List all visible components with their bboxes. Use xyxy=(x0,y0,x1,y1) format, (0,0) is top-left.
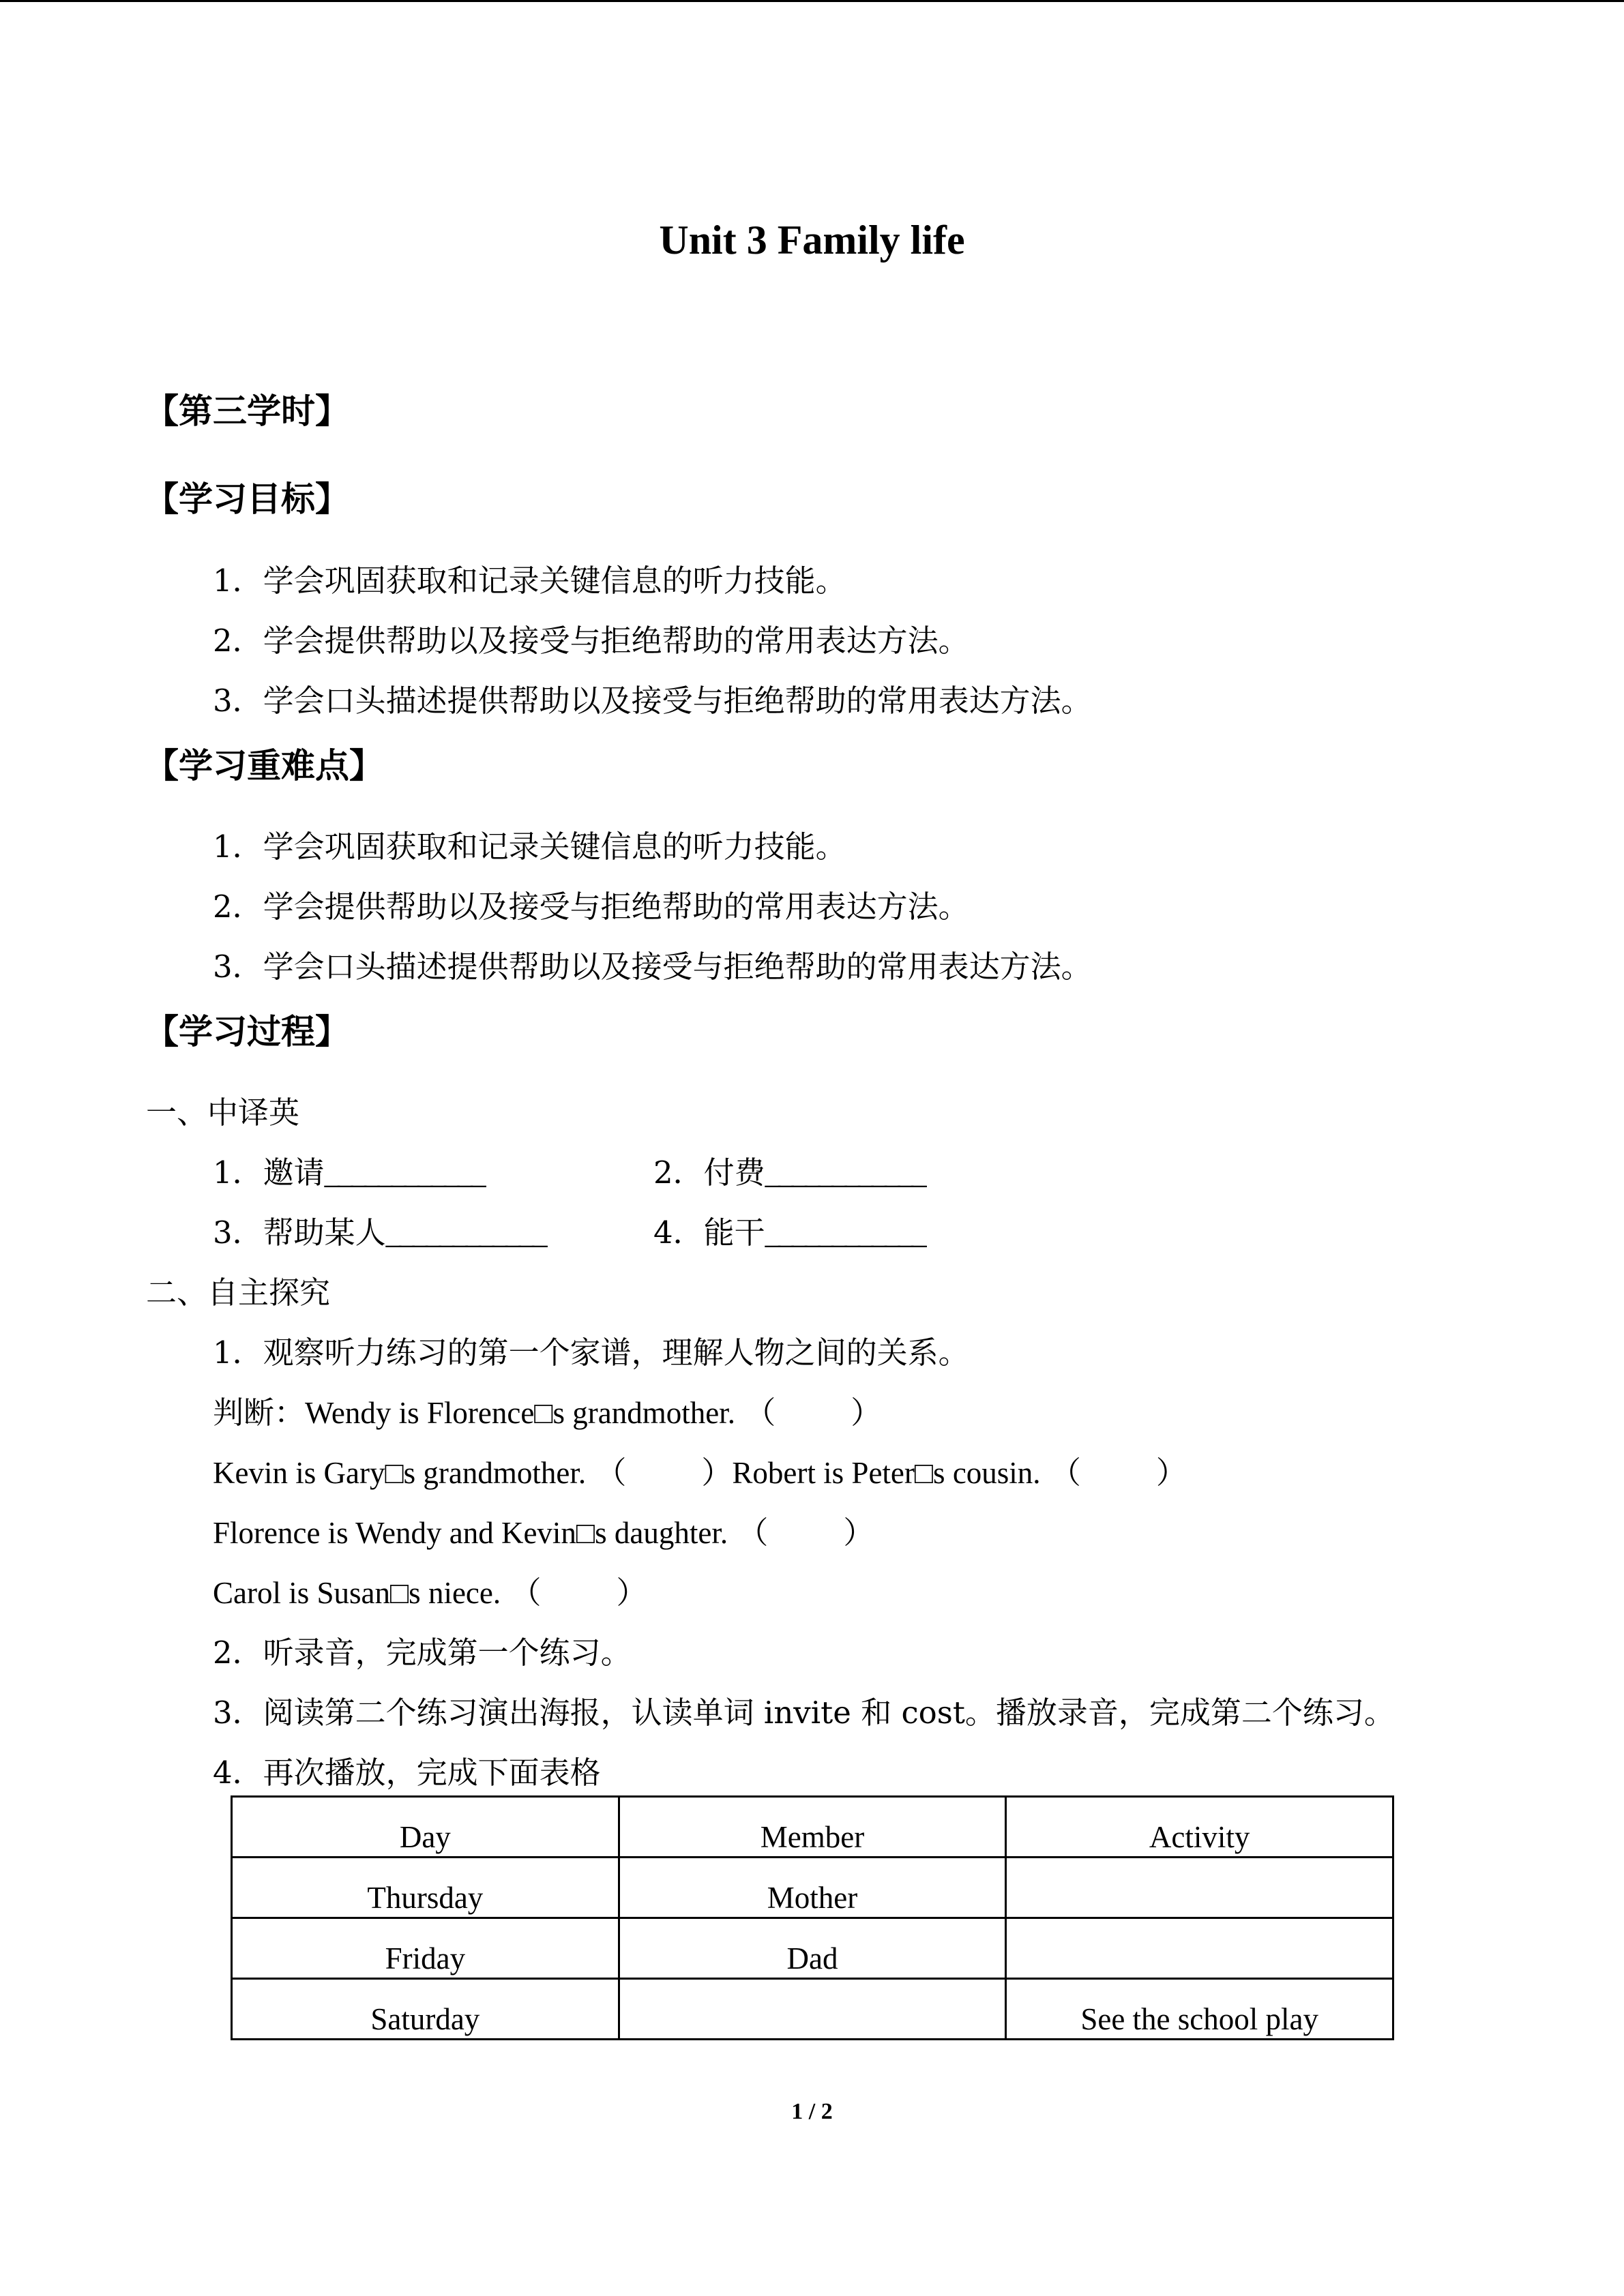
table-cell-answer[interactable] xyxy=(619,1979,1006,2040)
answer-paren[interactable]: （ ） xyxy=(595,1455,733,1491)
judge-statement: Florence is Wendy and Kevin□s daughter. xyxy=(213,1516,728,1550)
table-header-cell: Day xyxy=(232,1797,619,1858)
objective-item: 3．学会口头描述提供帮助以及接受与拒绝帮助的常用表达方法。 xyxy=(213,683,1092,719)
judge-line-1 xyxy=(213,1391,881,1435)
translate-label: 4．能干 xyxy=(653,1214,765,1251)
heading-objectives: 【学习目标】 xyxy=(145,479,349,519)
answer-paren[interactable]: （ ） xyxy=(510,1575,647,1611)
question-3: 3．阅读第二个练习演出海报，认读单词 invite 和 cost。播放录音，完成第二个练习。 xyxy=(213,1695,1395,1731)
table-cell-answer[interactable] xyxy=(1006,1918,1393,1979)
judge-statement: Kevin is Gary□s grandmother. xyxy=(213,1456,587,1490)
table-row xyxy=(232,1858,1393,1918)
key-point-item: 2．学会提供帮助以及接受与拒绝帮助的常用表达方法。 xyxy=(213,889,969,925)
table-cell: Thursday xyxy=(232,1858,619,1918)
heading-period: 【第三学时】 xyxy=(145,391,349,431)
question-4: 4．再次播放，完成下面表格 xyxy=(213,1755,601,1791)
judge-line-2 xyxy=(213,1451,1187,1495)
table-cell: See the school play xyxy=(1006,1979,1393,2040)
translate-label: 1．邀请 xyxy=(213,1154,325,1191)
judge-statement: Wendy is Florence□s grandmother. xyxy=(305,1396,735,1430)
translate-item-pay xyxy=(653,1151,925,1195)
translate-item-help xyxy=(213,1211,546,1255)
table-cell: Saturday xyxy=(232,1979,619,2040)
judge-prefix: 判断： xyxy=(213,1395,306,1431)
key-point-item: 3．学会口头描述提供帮助以及接受与拒绝帮助的常用表达方法。 xyxy=(213,949,1092,985)
heading-process: 【学习过程】 xyxy=(145,1012,349,1052)
objective-item: 2．学会提供帮助以及接受与拒绝帮助的常用表达方法。 xyxy=(213,623,969,659)
translate-label: 3．帮助某人 xyxy=(213,1214,386,1251)
judge-statement: Robert is Peter□s cousin. xyxy=(732,1456,1041,1490)
page-title: Unit 3 Family life xyxy=(659,218,965,263)
judge-line-3 xyxy=(213,1511,874,1555)
table-cell-answer[interactable] xyxy=(1006,1858,1393,1918)
translate-item-capable xyxy=(653,1211,925,1255)
answer-paren[interactable]: （ ） xyxy=(737,1515,874,1551)
heading-key-points: 【学习重难点】 xyxy=(145,746,383,786)
answer-blank[interactable]: ____________ xyxy=(765,1216,925,1250)
section1-title: 一、中译英 xyxy=(146,1094,300,1131)
page-top-border xyxy=(0,0,1624,2)
answer-blank[interactable]: ____________ xyxy=(385,1216,546,1250)
judge-line-4 xyxy=(213,1571,647,1615)
judge-statement: Carol is Susan□s niece. xyxy=(213,1576,501,1610)
translate-label: 2．付费 xyxy=(653,1154,765,1191)
translate-item-invite xyxy=(213,1151,484,1195)
answer-paren[interactable]: （ ） xyxy=(1050,1455,1187,1491)
objective-item: 1．学会巩固获取和记录关键信息的听力技能。 xyxy=(213,563,846,599)
key-point-item: 1．学会巩固获取和记录关键信息的听力技能。 xyxy=(213,829,846,865)
table-cell: Friday xyxy=(232,1918,619,1979)
table-header-row xyxy=(232,1797,1393,1858)
answer-paren[interactable]: （ ） xyxy=(745,1395,882,1431)
table-header-cell: Activity xyxy=(1006,1797,1393,1858)
question-1: 1．观察听力练习的第一个家谱，理解人物之间的关系。 xyxy=(213,1335,969,1371)
table-row xyxy=(232,1918,1393,1979)
table-header-cell: Member xyxy=(619,1797,1006,1858)
answer-blank[interactable]: ____________ xyxy=(324,1156,484,1190)
table-cell: Mother xyxy=(619,1858,1006,1918)
table-row xyxy=(232,1979,1393,2040)
page-number: 1 / 2 xyxy=(791,2099,833,2124)
table-cell: Dad xyxy=(619,1918,1006,1979)
question-2: 2．听录音，完成第一个练习。 xyxy=(213,1635,632,1671)
activity-table xyxy=(231,1795,1394,2040)
answer-blank[interactable]: ____________ xyxy=(765,1156,925,1190)
section2-title: 二、自主探究 xyxy=(146,1274,331,1311)
